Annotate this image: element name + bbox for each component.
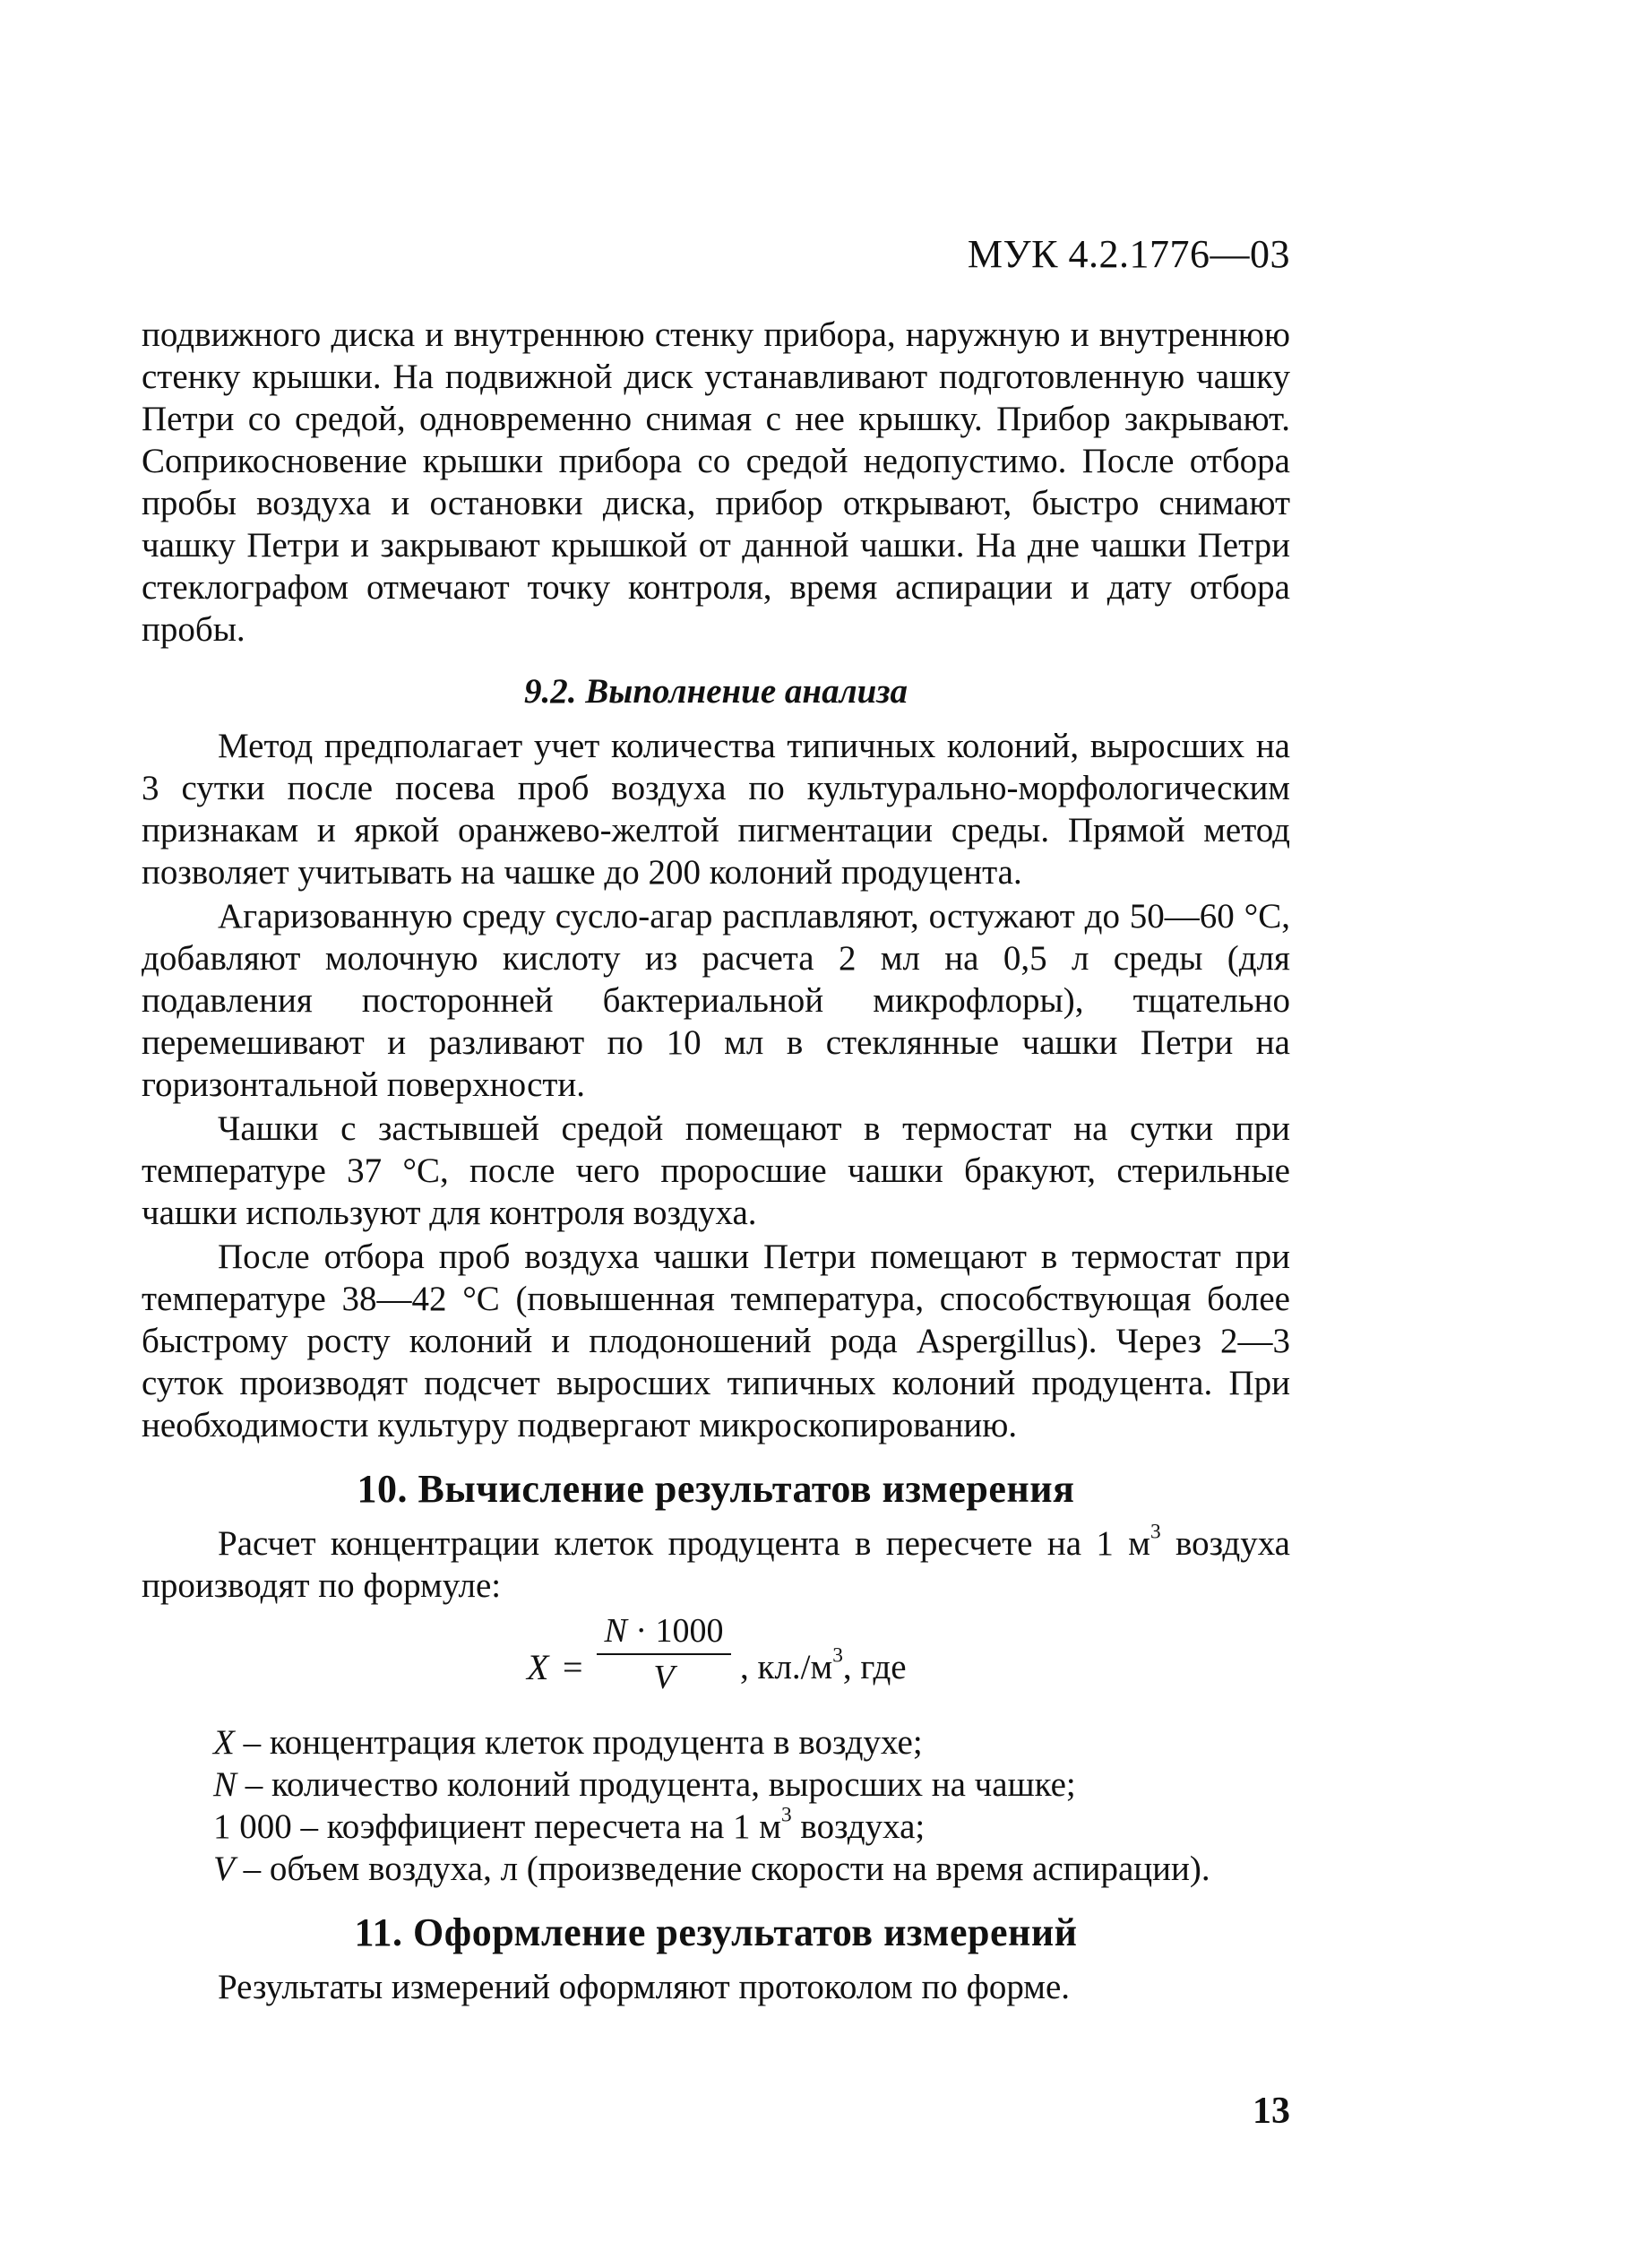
- subsection-9-2-paragraph-2: Агаризованную среду сусло-агар расплавляют, остужают до 50—60 °С, добавляют молочную кислоту из расчета 2 мл на 0,5 л среды (для подавления посторонней бактериальной микрофлоры), тщательно перемешивают и разливают по 10 мл в стеклянные чашки Петри на горизонтальной поверхности.: [142, 897, 1290, 1104]
- legend-symbol-v: V: [213, 1850, 235, 1888]
- subsection-9-2-paragraph-3: Чашки с застывшей средой помещают в термостат на сутки при температуре 37 °С, после чего проросшие чашки бракуют, стерильные чашки используют для контроля воздуха.: [142, 1109, 1290, 1232]
- legend-text-v: – объем воздуха, л (произведение скорости на время аспирации).: [234, 1850, 1210, 1888]
- legend-text-n: – количество колоний продуцента, выросших на чашке;: [237, 1765, 1076, 1804]
- document-body: [142, 314, 1290, 2008]
- formula-numerator-rest: · 1000: [626, 1612, 724, 1650]
- legend-symbol-n: N: [213, 1765, 237, 1804]
- legend-item-x: [213, 1721, 1290, 1764]
- intro-paragraph: подвижного диска и внутреннюю стенку прибора, наружную и внутреннюю стенку крышки. На подвижной диск устанавливают подготовленную чашку Петри со средой, одновременно снимая с нее крышку. Прибор закрывают. Соприкосновение крышки прибора со средой недопустимо. После отбора пробы воздуха и остановки диска, прибор открывают, быстро снимают чашку Петри и закрывают крышкой от данной чашки. На дне чашки Петри стеклографом отмечают точку контроля, время аспирации и дату отбора пробы.: [142, 315, 1290, 649]
- section-10-intro-superscript: 3: [1150, 1520, 1161, 1544]
- formula-units-superscript: 3: [832, 1643, 843, 1668]
- page-number: 13: [1253, 2091, 1290, 2132]
- formula-units-end: , где: [842, 1648, 907, 1686]
- formula-units: [740, 1643, 907, 1688]
- section-11-paragraph: Результаты измерений оформляют протоколом по форме.: [218, 1968, 1071, 2006]
- section-10-title: 10. Вычисление результатов измерения: [357, 1467, 1075, 1511]
- subsection-9-2-paragraph-1: Метод предполагает учет количества типичных колоний, выросших на 3 сутки после посева проб воздуха по культурально-морфологическим признакам и яркой оранжево-желтой пигментации среды. Прямой метод позволяет учитывать на чашке до 200 колоний продуцента.: [142, 727, 1290, 892]
- formula-denominator: V: [653, 1659, 675, 1696]
- formula-units-text: , кл./м: [740, 1648, 833, 1686]
- section-10-intro: [142, 1522, 1290, 1607]
- legend-item-n: [213, 1764, 1290, 1806]
- legend-symbol-x: X: [213, 1723, 235, 1762]
- legend-superscript-1000: 3: [780, 1803, 792, 1827]
- section-11-title: 11. Оформление результатов измерений: [354, 1910, 1078, 1954]
- formula-legend: [213, 1721, 1290, 1890]
- formula-lhs: X: [527, 1647, 549, 1687]
- subsection-9-2-paragraph-4: После отбора проб воздуха чашки Петри помещают в термостат при температуре 38—42 °С (повышенная температура, способствующая более быстрому росту колоний и плодоношений рода Aspergillus). Через 2—3 суток производят подсчет выросших типичных колоний продуцента. При необходимости культуру подвергают микроскопированию.: [142, 1237, 1290, 1444]
- legend-text-1000-end: воздуха;: [791, 1807, 926, 1846]
- document-code-header: МУК 4.2.1776—03: [967, 232, 1290, 276]
- formula-numerator: [597, 1610, 731, 1651]
- formula-equals: =: [563, 1647, 583, 1687]
- formula-numerator-var: N: [604, 1612, 627, 1650]
- formula-fraction-bar: [597, 1653, 731, 1655]
- subsection-9-2-title: 9.2. Выполнение анализа: [524, 672, 908, 711]
- legend-text-1000: 1 000 – коэффициент пересчета на 1 м: [213, 1807, 781, 1846]
- concentration-formula: [142, 1610, 1290, 1716]
- section-10-intro-text-end: воздуха производят по формуле:: [142, 1524, 1290, 1605]
- section-10-intro-text: Расчет концентрации клеток продуцента в пересчете на 1 м: [218, 1524, 1150, 1563]
- legend-item-v: [213, 1848, 1290, 1890]
- legend-item-1000: [213, 1803, 1290, 1848]
- formula-fraction: [597, 1610, 731, 1698]
- legend-text-x: – концентрация клеток продуцента в воздухе;: [234, 1723, 923, 1762]
